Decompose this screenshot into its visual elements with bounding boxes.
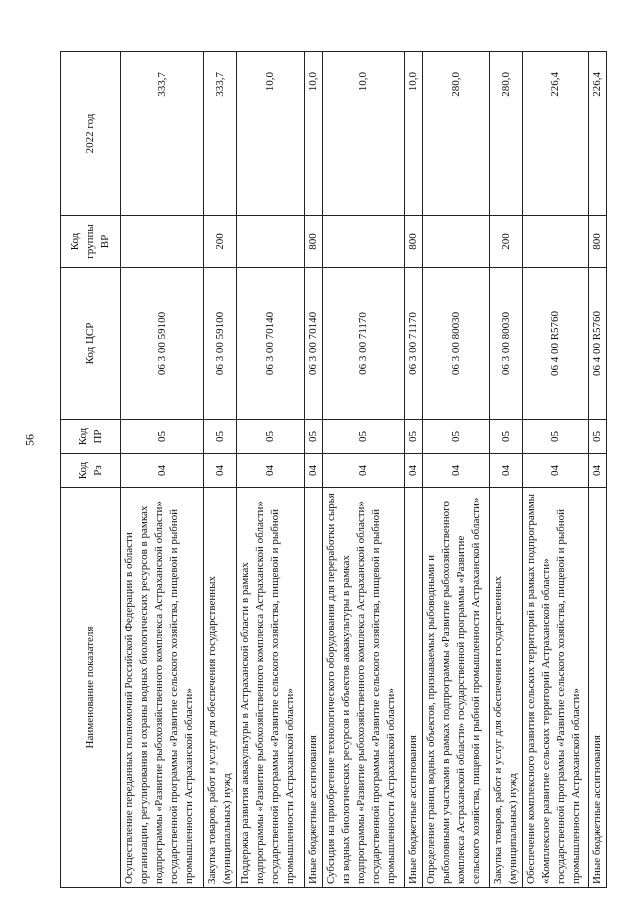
table-row [121,52,204,888]
cell-rz: 04 [121,454,204,488]
cell-name: Иные бюджетные ассигнования [305,488,323,888]
cell-vr: 800 [589,216,607,268]
cell-rz: 04 [405,454,423,488]
cell-vr: 800 [305,216,323,268]
header-csr: Код ЦСР [61,268,121,420]
table-header-row [61,52,121,888]
cell-csr: 06 3 00 59100 [204,268,237,420]
cell-name: Обеспечение комплексного развития сельских территорий в рамках подпрограммы «Комплексное развитие сельских территорий Астраханской области» государственной программы «Развитие сельского хозяйства, пищевой и рыбной промышленности Астраханской области» [523,488,589,888]
cell-y2022: 10,0 [305,52,323,216]
page-number: 56 [22,434,37,446]
budget-table [60,51,607,888]
cell-y2022: 226,4 [589,52,607,216]
table-row [423,52,490,888]
cell-csr: 06 4 00 R5760 [589,268,607,420]
cell-pr: 05 [523,420,589,454]
cell-rz: 04 [323,454,405,488]
cell-rz: 04 [423,454,490,488]
cell-rz: 04 [490,454,523,488]
cell-pr: 05 [490,420,523,454]
table-row [305,52,323,888]
header-2022: 2022 год [61,52,121,216]
cell-y2022: 333,7 [121,52,204,216]
table-row [490,52,523,888]
cell-rz: 04 [204,454,237,488]
cell-y2022: 10,0 [405,52,423,216]
cell-rz: 04 [305,454,323,488]
cell-vr [523,216,589,268]
header-vr: Код группы ВР [61,216,121,268]
cell-csr: 06 3 00 70140 [305,268,323,420]
cell-name: Поддержка развития аквакультуры в Астраханской области в рамках подпрограммы «Развитие рыбохозяйственного комплекса Астраханской области» государственной программы «Развитие сельского хозяйства, пищевой и рыбной промышленности Астраханской области» [237,488,305,888]
cell-y2022: 333,7 [204,52,237,216]
header-rz: Код Рз [61,454,121,488]
cell-csr: 06 3 00 70140 [237,268,305,420]
table-row [405,52,423,888]
header-pr: Код ПР [61,420,121,454]
table-row [323,52,405,888]
cell-name: Осуществление переданных полномочий Российской Федерации в области организации, регулирования и охраны водных биологических ресурсов в рамках подпрограммы «Развитие рыбохозяйственного комплекса Астраханской области» государственной программы «Развитие сельского хозяйства, пищевой и рыбной промышленности Астраханской области» [121,488,204,888]
cell-y2022: 226,4 [523,52,589,216]
cell-csr: 06 3 00 80030 [423,268,490,420]
cell-csr: 06 3 00 71170 [405,268,423,420]
cell-name: Закупка товаров, работ и услуг для обеспечения государственных (муниципальных) нужд [204,488,237,888]
cell-vr: 800 [405,216,423,268]
cell-rz: 04 [523,454,589,488]
cell-csr: 06 3 00 59100 [121,268,204,420]
cell-name: Определение границ водных объектов, признаваемых рыбоводными и рыболовными участками в рамках подпрограммы «Развитие рыбохозяйственного комплекса Астраханской области» государственной программы «Развитие сельского хозяйства, пищевой и рыбной промышленности Астраханской области» [423,488,490,888]
cell-pr: 05 [405,420,423,454]
cell-vr: 200 [490,216,523,268]
cell-name: Иные бюджетные ассигнования [589,488,607,888]
cell-name: Субсидия на приобретение технологического оборудования для переработки сырья из водных биологических ресурсов и объектов аквакультуры в рамках подпрограммы «Развитие рыбохозяйственного комплекса Астраханской области» государственной программы «Развитие сельского хозяйства, пищевой и рыбной промышленности Астраханской области» [323,488,405,888]
cell-pr: 05 [204,420,237,454]
cell-name: Иные бюджетные ассигнования [405,488,423,888]
cell-vr: 200 [204,216,237,268]
cell-pr: 05 [237,420,305,454]
cell-pr: 05 [423,420,490,454]
cell-y2022: 280,0 [423,52,490,216]
table-row [523,52,589,888]
cell-vr [423,216,490,268]
cell-y2022: 10,0 [323,52,405,216]
cell-csr: 06 3 00 80030 [490,268,523,420]
cell-vr [323,216,405,268]
cell-vr [121,216,204,268]
cell-y2022: 280,0 [490,52,523,216]
table-row [204,52,237,888]
cell-rz: 04 [589,454,607,488]
cell-pr: 05 [121,420,204,454]
cell-csr: 06 3 00 71170 [323,268,405,420]
cell-name: Закупка товаров, работ и услуг для обеспечения государственных (муниципальных) нужд [490,488,523,888]
header-name: Наименование показателя [61,488,121,888]
cell-rz: 04 [237,454,305,488]
table-row [589,52,607,888]
cell-pr: 05 [323,420,405,454]
budget-table-rotated [60,52,603,888]
table-row [237,52,305,888]
cell-y2022: 10,0 [237,52,305,216]
cell-pr: 05 [589,420,607,454]
cell-pr: 05 [305,420,323,454]
cell-csr: 06 4 00 R5760 [523,268,589,420]
cell-vr [237,216,305,268]
